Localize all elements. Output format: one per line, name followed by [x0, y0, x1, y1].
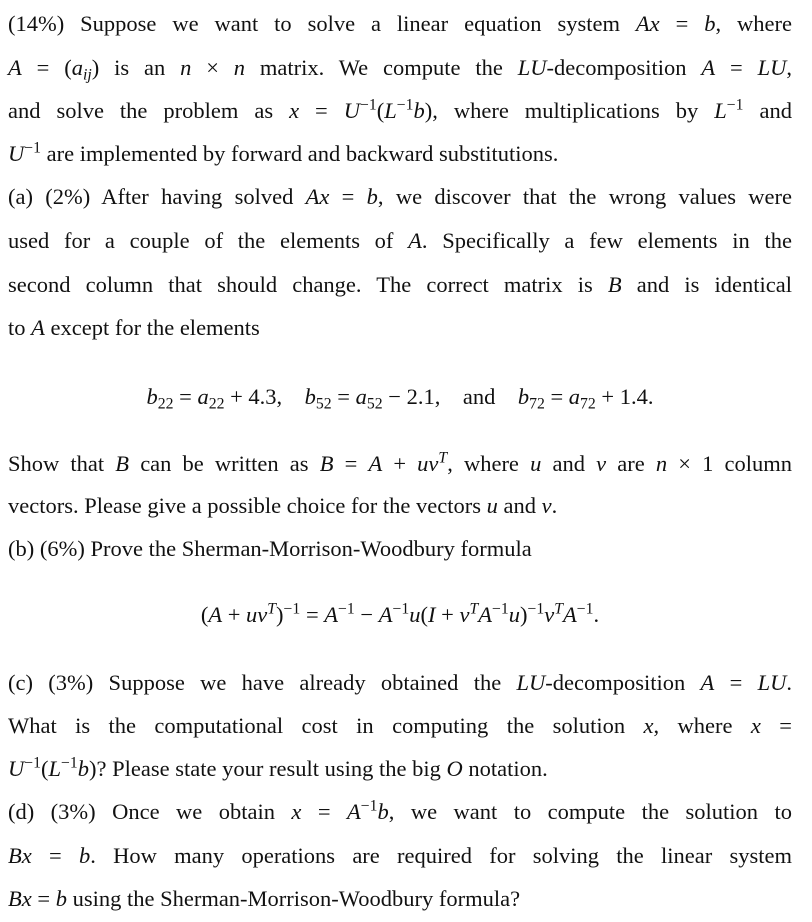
- math-expression: x: [643, 713, 654, 738]
- text-line: [8, 600, 792, 630]
- math-expression: A = LU: [700, 670, 787, 695]
- text-line: Bx = b using the Sherman-Morrison-Woodbury formula?: [8, 886, 521, 911]
- text-line: (c) (3%) Suppose we have already obtained the LU-decomposition A = LU.: [8, 670, 792, 695]
- text-line: second column that should change. The correct matrix is B and is identical: [8, 272, 792, 297]
- math-expression: $L^{-1}$: [714, 96, 744, 123]
- math-expression: v: [596, 451, 607, 476]
- math-expression: A: [31, 315, 45, 340]
- text-line: to A except for the elements: [8, 315, 260, 340]
- math-expression: A = LU: [701, 55, 787, 80]
- text-line: used for a couple of the elements of A. Specifically a few elements in the: [8, 228, 792, 253]
- text-line: What is the computational cost in computing the solution x, where x =: [8, 713, 792, 738]
- math-expression: u: [486, 493, 498, 518]
- math-expression: n × n: [180, 55, 246, 80]
- text-line: (d) (3%) Once we obtain $x = A^{-1}b$, we want to compute the solution to: [8, 797, 792, 824]
- math-expression: x =: [750, 713, 792, 738]
- text-line: (a) (2%) After having solved Ax = b, we discover that the wrong values were: [8, 184, 792, 209]
- text-line: and solve the problem as $x = U^{-1}(L^{-1}b)$, where multiplications by $L^{-1}$ and: [8, 96, 792, 123]
- math-expression: $(A + uv^T)^{-1} = A^{-1} - A^{-1}u(I + v^TA^{-1}u)^{-1}v^TA^{-1}$.: [200, 600, 600, 627]
- text-line: $U^{-1}(L^{-1}b)$? Please state your result using the big O notation.: [8, 754, 548, 781]
- text-line: $U^{-1}$ are implemented by forward and backward substitutions.: [8, 139, 559, 166]
- math-expression: Ax = b: [635, 11, 716, 36]
- math-expression: B: [607, 272, 622, 297]
- math-expression: B: [115, 451, 130, 476]
- math-expression: A: [408, 228, 422, 253]
- math-expression: $U^{-1}(L^{-1}b)$: [8, 754, 97, 781]
- math-expression: Bx = b: [8, 843, 91, 868]
- text-line: Bx = b. How many operations are required for solving the linear system: [8, 843, 792, 868]
- text-line: $b_{22} = a_{22} + 4.3$, $b_{52} = a_{52} - 2.1$, and $b_{72} = a_{72} + 1.4$.: [146, 384, 654, 413]
- text-line: (14%) Suppose we want to solve a linear equation system Ax = b, where: [8, 11, 792, 36]
- math-expression: $B = A + uv^T$: [319, 449, 448, 476]
- math-expression: v: [541, 493, 552, 518]
- math-expression: $b_{72} = a_{72} + 1.4$.: [517, 384, 654, 413]
- math-expression: $x = U^{-1}(L^{-1}b)$: [289, 96, 433, 123]
- text-line: vectors. Please give a possible choice for the vectors u and v.: [8, 493, 558, 518]
- text-line: $A = (a_{ij})$ is an n × n matrix. We compute the LU-decomposition A = LU,: [8, 55, 792, 84]
- math-expression: n × 1: [655, 451, 714, 476]
- math-expression: u: [530, 451, 542, 476]
- math-expression: O: [446, 756, 463, 781]
- math-expression: Ax = b: [305, 184, 378, 209]
- math-expression: $b_{52} = a_{52} - 2.1$,: [304, 384, 441, 413]
- math-expression: LU: [517, 55, 547, 80]
- math-expression: $x = A^{-1}b$: [291, 797, 389, 824]
- math-expression: $A = (a_{ij})$: [8, 55, 100, 84]
- math-expression: $U^{-1}$: [8, 139, 42, 166]
- math-expression: LU: [516, 670, 546, 695]
- text-line: Show that B can be written as $B = A + uv^T$, where u and v are n × 1 column: [8, 449, 792, 476]
- math-expression: $b_{22} = a_{22} + 4.3$,: [146, 384, 283, 413]
- text-line: (b) (6%) Prove the Sherman-Morrison-Woodbury formula: [8, 536, 532, 561]
- math-expression: Bx = b: [8, 886, 67, 911]
